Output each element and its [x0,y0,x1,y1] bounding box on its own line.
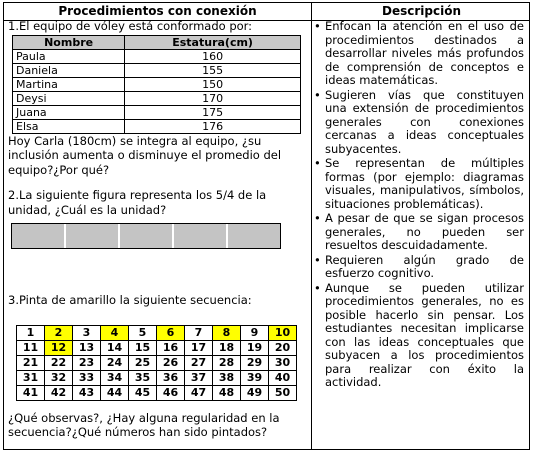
cell-name: Juana [13,105,125,119]
grid-cell[interactable]: 31 [17,370,45,385]
q2-text: 2.La siguiente figura representa los 5/4 de la unidad, ¿Cuál es la unidad? [8,188,267,217]
bullet-text: Se representan de múltiples formas (por ejemplo: diagramas visuales, manipulativos, símbolos, situaciones problemáticas). [325,156,524,211]
grid-cell[interactable]: 32 [45,370,73,385]
grid-cell[interactable]: 20 [269,340,297,355]
col-header-height: Estatura(cm) [125,35,301,49]
table-row [13,63,301,77]
table-row [13,105,301,119]
grid-cell[interactable]: 44 [101,385,129,400]
grid-cell[interactable]: 35 [129,370,157,385]
grid-cell[interactable]: 9 [241,325,269,340]
grid-cell[interactable]: 23 [73,355,101,370]
cell-height: 150 [125,77,301,91]
grid-cell[interactable]: 47 [185,385,213,400]
grid-cell[interactable]: 27 [185,355,213,370]
table-row [13,119,301,133]
fraction-part [12,224,66,248]
bullet-text: A pesar de que se sigan procesos generales, no pueden ser resueltos descuidadamente. [325,211,524,252]
q1-question: Hoy Carla (180cm) se integra al equipo, ¿su inclusión aumenta o disminuye el promedio del equipo?¿Por qué? [8,133,282,177]
table-row [13,77,301,91]
grid-cell[interactable]: 25 [129,355,157,370]
list-item [314,212,524,253]
bullet-icon: • [314,252,321,267]
grid-cell[interactable]: 19 [241,340,269,355]
header-right-title: Descripción [382,4,461,18]
list-item [314,254,524,281]
grid-cell[interactable]: 12 [45,340,73,355]
cell-height: 175 [125,105,301,119]
table-row [13,49,301,63]
cell-height: 155 [125,63,301,77]
grid-cell[interactable]: 22 [45,355,73,370]
grid-cell[interactable]: 8 [213,325,241,340]
grid-cell[interactable]: 14 [101,340,129,355]
grid-cell[interactable]: 15 [129,340,157,355]
grid-cell[interactable]: 50 [269,385,297,400]
description-list [314,20,524,390]
bullet-icon: • [314,211,321,225]
bullet-text: Requieren algún grado de esfuerzo cognitivo. [325,252,524,280]
grid-cell[interactable]: 29 [241,355,269,370]
grid-cell[interactable]: 40 [269,370,297,385]
q3-text: 3.Pinta de amarillo la siguiente secuencia: [8,293,252,307]
grid-cell[interactable]: 48 [213,385,241,400]
grid-cell[interactable]: 5 [129,325,157,340]
cell-name: Paula [13,49,125,63]
grid-cell[interactable]: 42 [45,385,73,400]
bullet-icon: • [314,156,321,170]
grid-cell[interactable]: 26 [157,355,185,370]
fraction-part [174,224,228,248]
grid-cell[interactable]: 39 [241,370,269,385]
cell-height: 176 [125,119,301,133]
fraction-part [228,224,280,248]
procedures-column [8,19,304,440]
grid-cell[interactable]: 21 [17,355,45,370]
bullet-icon: • [314,19,321,33]
grid-cell[interactable]: 49 [241,385,269,400]
grid-cell[interactable]: 38 [213,370,241,385]
grid-cell[interactable]: 41 [17,385,45,400]
grid-cell[interactable]: 16 [157,340,185,355]
grid-cell[interactable]: 43 [73,385,101,400]
grid-cell[interactable]: 37 [185,370,213,385]
q3-question: ¿Qué observas?, ¿Hay alguna regularidad en la secuencia?¿Qué números han sido pintados? [8,410,280,439]
grid-row [17,325,297,340]
grid-cell[interactable]: 6 [157,325,185,340]
number-grid [16,325,297,401]
cell-height: 160 [125,49,301,63]
fraction-part [66,224,120,248]
list-item [314,89,524,157]
table-row [13,91,301,105]
cell-name: Elsa [13,119,125,133]
grid-row [17,370,297,385]
list-item [314,157,524,211]
grid-cell[interactable]: 30 [269,355,297,370]
grid-cell[interactable]: 34 [101,370,129,385]
q1-intro: 1.El equipo de vóley está conformado por: [8,19,253,33]
grid-cell[interactable]: 45 [129,385,157,400]
cell-name: Daniela [13,63,125,77]
grid-cell[interactable]: 7 [185,325,213,340]
grid-cell[interactable]: 3 [73,325,101,340]
fraction-figure [11,223,281,249]
grid-cell[interactable]: 28 [213,355,241,370]
grid-cell[interactable]: 10 [269,325,297,340]
list-item [314,20,524,88]
list-item [314,282,524,390]
grid-row [17,385,297,400]
grid-cell[interactable]: 1 [17,325,45,340]
grid-cell[interactable]: 46 [157,385,185,400]
grid-cell[interactable]: 13 [73,340,101,355]
grid-cell[interactable]: 2 [45,325,73,340]
height-table [12,35,301,134]
description-column [314,20,524,391]
bullet-icon: • [314,87,321,102]
cell-name: Martina [13,77,125,91]
grid-cell[interactable]: 11 [17,340,45,355]
grid-row [17,340,297,355]
grid-row [17,355,297,370]
grid-cell[interactable]: 4 [101,325,129,340]
grid-cell[interactable]: 36 [157,370,185,385]
bullet-text: Aunque se pueden utilizar procedimientos generales, no es posible hacerlo sin pensar. Los estudiantes necesitan implicarse con las ideas conceptuales que subyacen a los procedimientos para realizar con éxito la actividad. [325,280,524,389]
fraction-part [120,224,174,248]
cell-name: Deysi [13,91,125,105]
grid-cell[interactable]: 17 [185,340,213,355]
grid-cell[interactable]: 24 [101,355,129,370]
cell-height: 170 [125,91,301,105]
bullet-text: Enfocan la atención en el uso de procedimientos destinados a desarrollar niveles más profundos de comprensión de conceptos e ideas matemáticas. [325,19,524,87]
grid-cell[interactable]: 18 [213,340,241,355]
header-left-title: Procedimientos con conexión [58,4,257,18]
column-divider [311,3,312,449]
grid-cell[interactable]: 33 [73,370,101,385]
col-header-name: Nombre [13,35,125,49]
bullet-text: Sugieren vías que constituyen una extensión de procedimientos generales con conexiones cercanas a ideas conceptuales subyacentes. [325,87,524,156]
bullet-icon: • [314,280,321,295]
